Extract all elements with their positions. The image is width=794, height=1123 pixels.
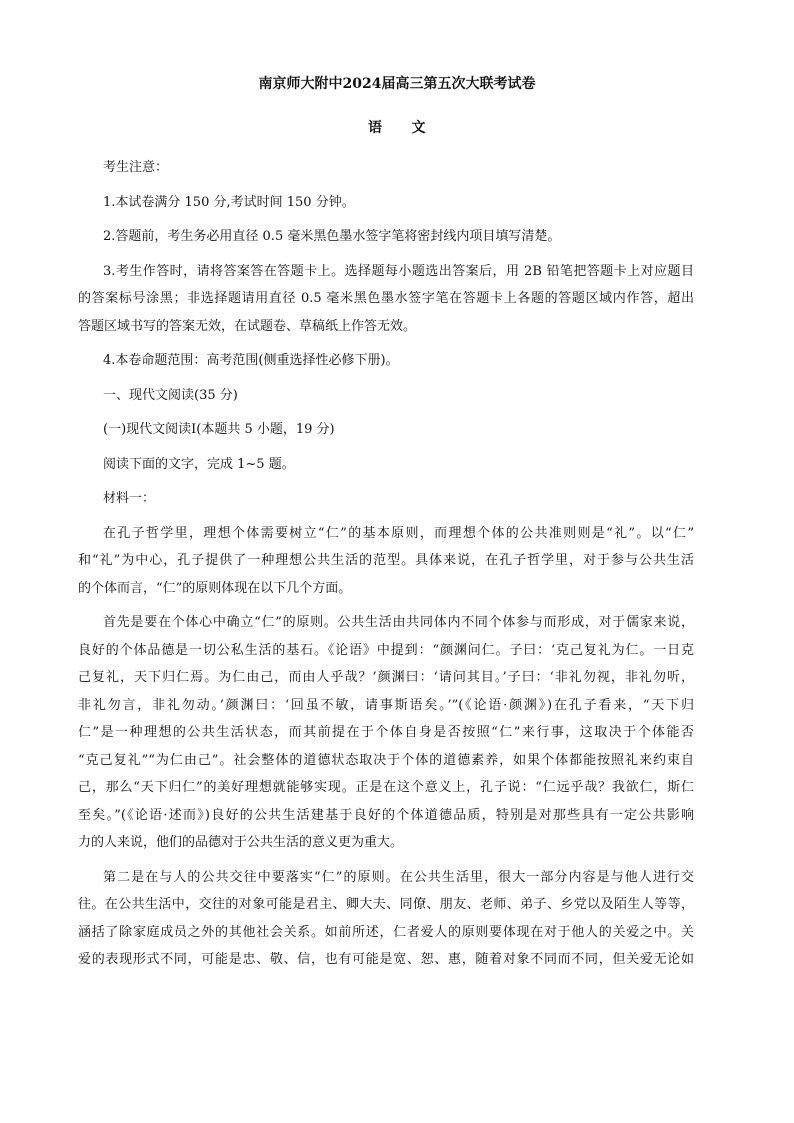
note-3 — [78, 258, 716, 341]
notice-heading: 考生注意： — [103, 160, 169, 175]
material-paragraph-3 — [78, 864, 716, 974]
paragraph-line: 力的人来说，他们的品德对于公共生活的意义更为重大。 — [78, 835, 404, 850]
paragraph-line: 己复礼，天下归仁焉。为仁由己，而由人乎哉？’颜渊曰：‘请问其目。’子曰：‘非礼勿视，非礼勿听， — [78, 670, 694, 685]
paragraph-line: “克己复礼”“为仁由己”。社会整体的道德状态取决于个体的道德素养，如果个体都能按照礼来约束自 — [78, 752, 694, 768]
paragraph-line: 首先是要在个体心中确立“仁”的原则。公共生活由共同体内不同个体参与而形成，对于儒家来说， — [103, 615, 694, 630]
paragraph-line: 至矣。”(《论语·述而》)良好的公共生活建基于良好的个体道德品质，特别是对那些具有一定公共影响 — [78, 807, 694, 823]
paragraph-line: 在孔子哲学里，理想个体需要树立“仁”的基本原则，而理想个体的公共准则则是“礼”。以“仁” — [103, 525, 694, 541]
paragraph-line: 第二是在与人的公共交往中要落实“仁”的原则。在公共生活里，很大一部分内容是与他人进行交 — [103, 869, 694, 885]
material-label: 材料一： — [103, 491, 156, 506]
material-paragraph-2 — [78, 609, 716, 857]
paragraph-line: 仁”是一种理想的公共生活状态，而其前提在于个体自身是否按照“仁”来行事，这取决于个体能否 — [78, 725, 694, 740]
note-4: 4.本卷命题范围：高考范围(侧重选择性必修下册)。 — [103, 353, 399, 368]
exam-title: 南京师大附中2024届高三第五次大联考试卷 — [258, 76, 536, 92]
note-3-line: 3.考生作答时，请将答案答在答题卡上。选择题每小题选出答案后，用 2B 铅笔把答题卡上对应题目 — [103, 263, 694, 279]
note-2: 2.答题前，考生务必用直径 0.5 毫米黑色墨水签字笔将密封线内项目填写清楚。 — [103, 229, 561, 244]
note-3-line: 答题区域书写的答案无效，在试题卷、草稿纸上作答无效。 — [78, 318, 417, 334]
reading-instruction: 阅读下面的文字，完成 1~5 题。 — [103, 456, 295, 472]
subsection-heading: (一)现代文阅读Ⅰ(本题共 5 小题，19 分) — [103, 422, 335, 437]
material-paragraph-1 — [78, 520, 716, 603]
paragraph-line: 己，那么“天下归仁”的美好理想就能够实现。正是在这个意义上，孔子说：“仁远乎哉？我欲仁，斯仁 — [78, 780, 694, 795]
paragraph-line: 爱的表现形式不同，可能是忠、敬、信，也有可能是宽、恕、惠，随着对象不同而不同，但关爱无论如 — [78, 952, 694, 967]
section-heading: 一、现代文阅读(35 分) — [103, 387, 238, 403]
note-3-line: 的答案标号涂黑；非选择题请用直径 0.5 毫米黑色墨水签字笔在答题卡上各题的答题区域内作答，超出 — [78, 291, 694, 306]
paragraph-line: 和“礼”为中心，孔子提供了一种理想公共生活的范型。具体来说，在孔子哲学里，对于参与公共生活 — [78, 553, 694, 568]
paragraph-line: 往。在公共生活中，交往的对象可能是君主、卿大夫、同僚、朋友、老师、弟子、乡党以及陌生人等等， — [78, 897, 694, 912]
paragraph-line: 的个体而言，“仁”的原则体现在以下几个方面。 — [78, 580, 352, 596]
note-1: 1.本试卷满分 150 分,考试时间 150 分钟。 — [103, 194, 355, 210]
paragraph-line: 非礼勿言，非礼勿动。’颜渊曰：‘回虽不敏，请事斯语矣。’”(《论语·颜渊》)在孔子看来，“天下归 — [78, 697, 694, 713]
paragraph-line: 涵括了除家庭成员之外的其他社会关系。如前所述，仁者爱人的原则要体现在对于他人的关爱之中。关 — [78, 924, 694, 940]
paragraph-line: 良好的个体品德是一切公私生活的基石。《论语》中提到：“颜渊问仁。子曰：‘克己复礼为仁。一日克 — [78, 642, 694, 658]
subject-title: 语 文 — [368, 120, 426, 136]
